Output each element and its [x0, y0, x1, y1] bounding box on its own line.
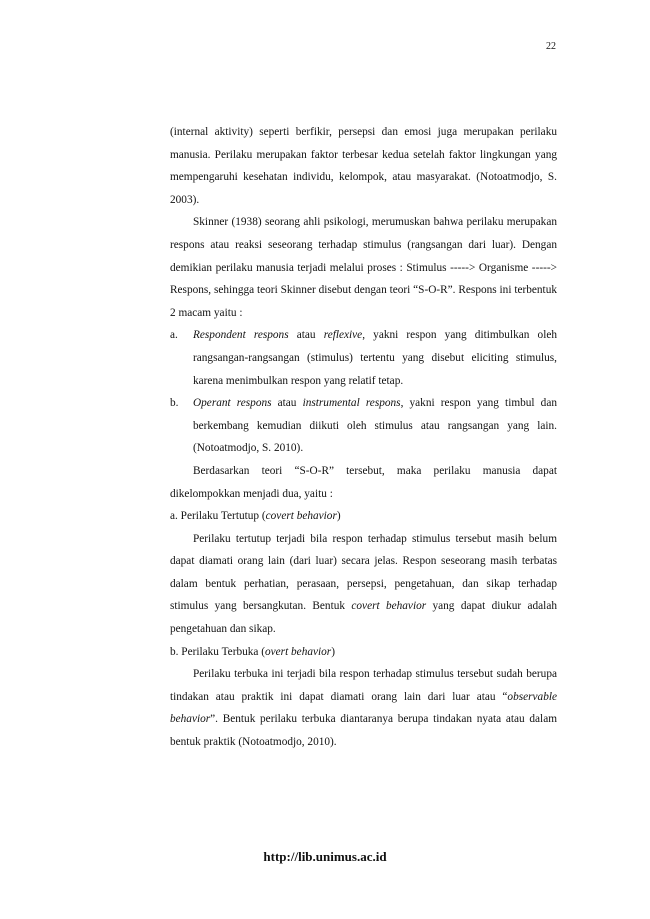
list-marker: b. [170, 397, 179, 410]
body-text: Perilaku terbuka ini terjadi bila respon terhadap stimulus tersebut sudah berupa tindakan atau praktik ini dapat diamati orang lain dari luar atau “ [170, 668, 557, 703]
paragraph-3: Berdasarkan teori “S-O-R” tersebut, maka perilaku manusia dapat dikelompokkan menjadi dua, yaitu : [170, 464, 557, 500]
heading-text: ) [331, 645, 335, 658]
heading-text: b. Perilaku Terbuka ( [170, 645, 265, 658]
conjunction: atau [271, 397, 303, 410]
heading-text: a. Perilaku Tertutup ( [170, 510, 266, 523]
list-rest: , yakni respon yang ditimbulkan oleh rangsangan-rangsangan (stimulus) tertentu yang disebut eliciting stimulus, karena menimbulkan respon yang relatif tetap. [193, 329, 557, 387]
term: reflexive [323, 329, 363, 342]
footer-url: http://lib.unimus.ac.id [263, 849, 387, 864]
page-number: 22 [546, 41, 556, 52]
body-term: covert behavior [351, 600, 427, 613]
list-item-a [170, 324, 557, 392]
body-term: observable behavior [170, 690, 557, 726]
paragraph-2: Skinner (1938) seorang ahli psikologi, merumuskan bahwa perilaku merupakan respons atau reaksi seseorang terhadap stimulus (rangsangan dari luar). Dengan demikian perilaku manusia terjadi melalui proses : Stimulus -----> Organisme -----> Respons, sehingga teori Skinner disebut dengan teori “S-O-R”. Respons ini terbentuk 2 macam yaitu : [170, 216, 557, 319]
section-b-heading [170, 641, 557, 664]
conjunction: atau [288, 329, 324, 342]
list-rest: , yakni respon yang timbul dan berkembang kemudian diikuti oleh stimulus atau rangsangan yang lain. (Notoatmodjo, S. 2010). [193, 397, 557, 455]
document-body [170, 121, 557, 754]
heading-term: overt behavior [265, 645, 332, 658]
body-text: Perilaku tertutup terjadi bila respon terhadap stimulus tersebut masih belum dapat diamati orang lain (dari luar) secara jelas. Respon seseorang masih terbatas dalam bentuk perhatian, perasaan, persepsi, pengetahuan, dan sikap terhadap stimulus yang bersangkutan. Bentuk [170, 532, 557, 613]
section-a-heading [170, 505, 557, 528]
list-marker: a. [170, 329, 178, 342]
body-text: yang dapat diukur adalah pengetahuan dan sikap. [170, 600, 557, 636]
list-text [193, 392, 557, 460]
section-b-body [170, 663, 557, 753]
term: Operant respons [193, 397, 272, 410]
body-text: ”. Bentuk perilaku terbuka diantaranya berupa tindakan nyata atau dalam bentuk praktik (Notoatmodjo, 2010). [170, 713, 557, 749]
paragraph-1: (internal aktivity) seperti berfikir, persepsi dan emosi juga merupakan perilaku manusia. Perilaku merupakan faktor terbesar kedua setelah faktor lingkungan yang mempengaruhi kesehatan individu, kelompok, atau masyarakat. (Notoatmodjo, S. 2003). [170, 126, 557, 206]
section-a-body [170, 528, 557, 641]
term: Respondent respons [193, 329, 289, 342]
heading-term: covert behavior [265, 510, 337, 523]
list-text [193, 324, 557, 392]
list-item-b [170, 392, 557, 460]
term: instrumental respons [302, 397, 401, 410]
heading-text: ) [336, 510, 341, 523]
